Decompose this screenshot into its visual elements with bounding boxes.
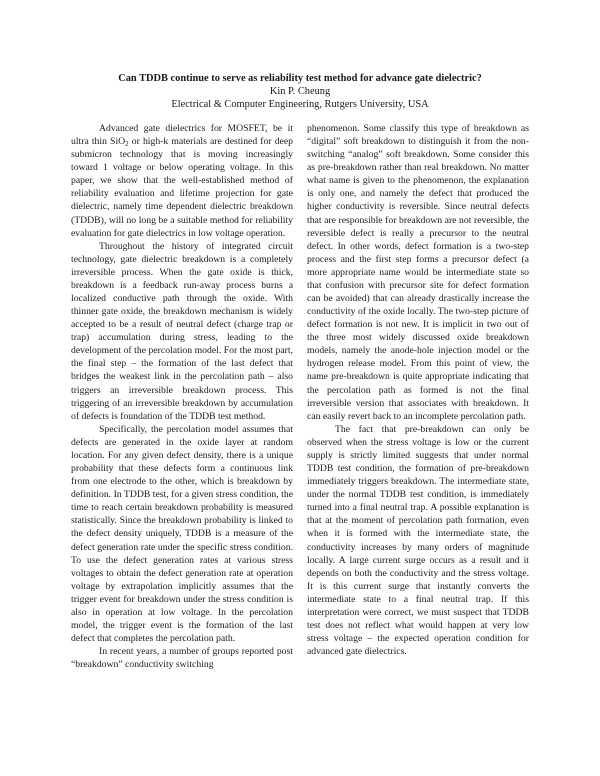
paragraph-intro-rest: or high-k materials are destined for deep submicron technology that is moving increasingly toward 1 voltage or below operating voltage. In this paper, we show that the well-established method of reliability evaluation and lifetime projection for gate dielectric, namely time dependent dielectric breakdown (TDDB), will no long be a suitable method for reliability evaluation for gate dielectrics in low voltage operation. bbox=[71, 136, 294, 239]
paragraph-percolation: Specifically, the percolation model assumes that defects are generated in the oxide layer at random location. For any given defect density, there is a unique probability that these defects form a continuous link from one electrode to the other, which is breakdown by definition. In TDDB test, for a given stress condition, the time to reach certain breakdown probability is measured statistically. Since the breakdown probability is linked to the defect density uniquely, TDDB is a measure of the defect generation rate under the specific stress condition. To use the defect generation rates at various stress voltages to obtain the defect generation rate at operation voltage by extrapolation implicitly assumes that the trigger event for breakdown under the stress condition is also in operation at low voltage. In the percolation model, the trigger event is the formation of the last defect that completes the percolation path. bbox=[71, 423, 293, 645]
paragraph-history: Throughout the history of integrated circuit technology, gate dielectric breakdown is a completely irreversible process. When the gate oxide is thick, breakdown is a feedback run-away process burns a localized conductive path through the oxide. With thinner gate oxide, the breakdown mechanism is widely accepted to be a result of neutral defect (charge trap or trap) accumulation during stress, leading to the development of the percolation model. For the most part, the final step – the formation of the last defect that bridges the weakest link in the percolation path – also triggers an irreversible breakdown process. This triggering of an irreversible breakdown by accumulation of defects is foundation of the TDDB test method. bbox=[71, 240, 293, 422]
author-affiliation: Electrical & Computer Engineering, Rutgers University, USA bbox=[171, 99, 429, 110]
right-column bbox=[307, 122, 529, 658]
left-column bbox=[71, 122, 293, 671]
paragraph-phenomenon: phenomenon. Some classify this type of breakdown as “digital” soft breakdown to distinguish it from the non-switching “analog” soft breakdown. Some consider this as pre-breakdown rather than real breakdown. No matter what name is given to the phenomenon, the explanation is only one, and namely the defect that produced the higher conductivity is reversible. Since neutral defects that are responsible for breakdown are not reversible, the reversible defect is really a precursor to the neutral defect. In other words, defect formation is a two-step process and the first step forms a precursor defect (a more appropriate name would be intermediate state so that confusion with precursor site for defect formation can be avoided) that can already drastically increase the conductivity of the oxide locally. The two-step picture of defect formation is not new. It is implicit in two out of the three most widely discussed oxide breakdown models, namely the anode-hole injection model or the hydrogen release model. From this point of view, the name pre-breakdown is quite appropriate indicating that the percolation path as formed is not the final irreversible version that associates with breakdown. It can easily revert back to an incomplete percolation path. bbox=[307, 123, 529, 422]
paragraph-intro bbox=[71, 122, 293, 240]
paper-title: Can TDDB continue to serve as reliability test method for advance gate dielectric? bbox=[118, 73, 482, 84]
paragraph-pre-breakdown: The fact that pre-breakdown can only be observed when the stress voltage is low or the current supply is strictly limited suggests that under normal TDDB test condition, the formation of pre-breakdown immediately triggers breakdown. The intermediate state, under the normal TDDB test condition, is immediately turned into a final neutral trap. A possible explanation is that at the moment of percolation path formation, even when it is formed with the intermediate state, the conductivity increases by many orders of magnitude locally. A large current surge occurs as a result and it depends on both the conductivity and the stress voltage. It is this current surge that instantly converts the intermediate state to a final neutral trap. If this interpretation were correct, we must suspect that TDDB test does not reflect what would happen at very low stress voltage – the expected operation condition for advanced gate dielectrics. bbox=[307, 423, 529, 658]
subscript-2: 2 bbox=[125, 140, 129, 149]
author-name: Kin P. Cheung bbox=[269, 86, 331, 97]
paragraph-intro-start: Advanced gate dielectrics for MOSFET, be it ultra thin SiO bbox=[71, 123, 293, 148]
paragraph-recent: In recent years, a number of groups reported post “breakdown” conductivity switching bbox=[71, 646, 293, 671]
